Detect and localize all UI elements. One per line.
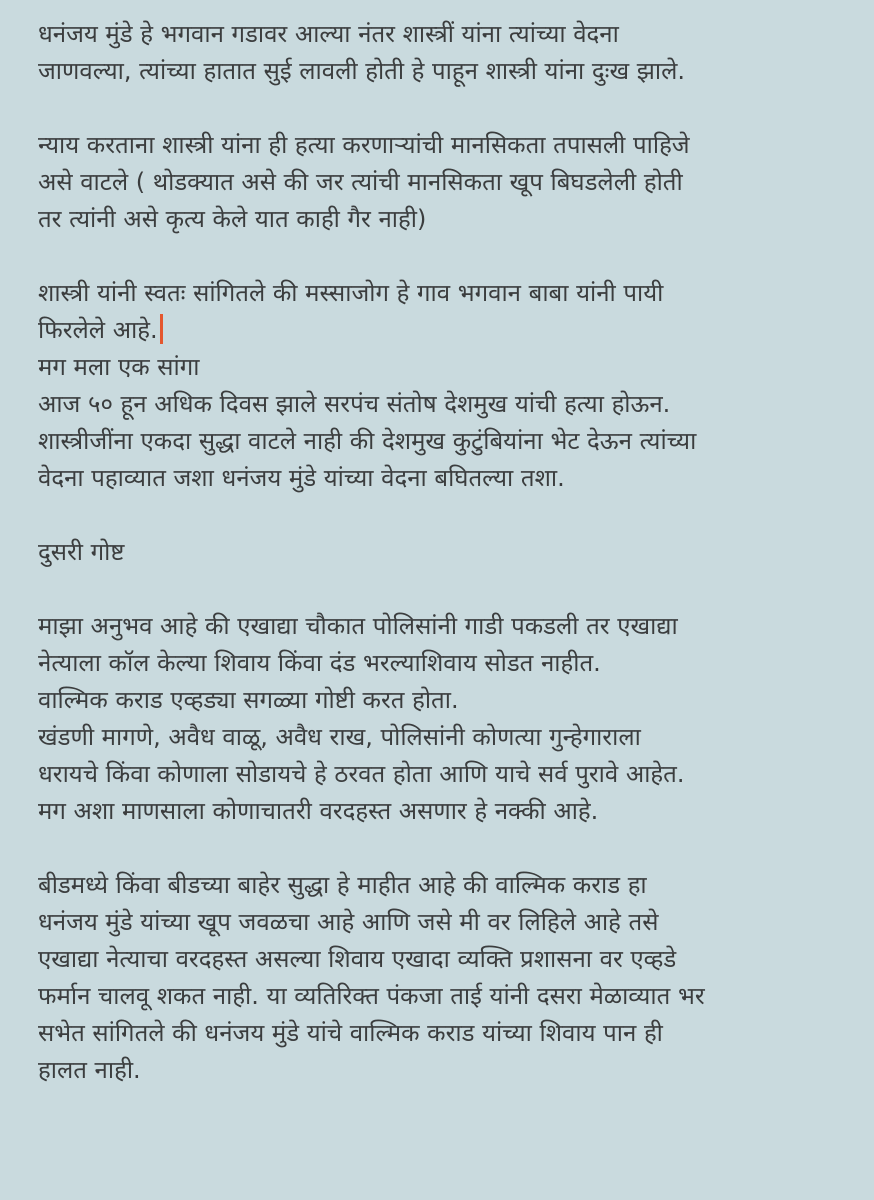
text-line: आज ५० हून अधिक दिवस झाले सरपंच संतोष देशमुख यांची हत्या होऊन. (38, 390, 671, 418)
text-line: मग मला एक सांगा (38, 353, 200, 381)
blank-line (38, 571, 854, 608)
text-line: धरायचे किंवा कोणाला सोडायचे हे ठरवत होता आणि याचे सर्व पुरावे आहेत. (38, 760, 685, 788)
text-line-content: फिरलेले आहे. (38, 316, 158, 344)
text-line: मग अशा माणसाला कोणाचातरी वरदहस्त असणार हे नक्की आहे. (38, 797, 599, 825)
text-cursor (160, 314, 163, 344)
text-line: वाल्मिक कराड एव्हड्या सगळ्या गोष्टी करत होता. (38, 686, 459, 714)
text-line: माझा अनुभव आहे की एखाद्या चौकात पोलिसांनी गाडी पकडली तर एखाद्या (38, 612, 678, 640)
text-line: फर्मान चालवू शकत नाही. या व्यतिरिक्त पंकजा ताई यांनी दसरा मेळाव्यात भर (38, 982, 705, 1010)
text-line: शास्त्री यांनी स्वतः सांगितले की मस्साजोग हे गाव भगवान बाबा यांनी पायी (38, 279, 664, 307)
text-line: बीडमध्ये किंवा बीडच्या बाहेर सुद्धा हे माहीत आहे की वाल्मिक कराड हा (38, 871, 647, 899)
blank-line (38, 497, 854, 534)
blank-line (38, 830, 854, 867)
blank-line (38, 238, 854, 275)
text-line: हालत नाही. (38, 1056, 141, 1084)
text-line: दुसरी गोष्ट (38, 538, 125, 566)
text-line: वेदना पहाव्यात जशा धनंजय मुंडे यांच्या वेदना बघितल्या तशा. (38, 464, 565, 492)
blank-line (38, 90, 854, 127)
text-line: खंडणी मागणे, अवैध वाळू, अवैध राख, पोलिसांनी कोणत्या गुन्हेगाराला (38, 723, 641, 751)
text-line: धनंजय मुंडे यांच्या खूप जवळचा आहे आणि जसे मी वर लिहिले आहे तसे (38, 908, 659, 936)
text-line: शास्त्रीजींना एकदा सुद्धा वाटले नाही की देशमुख कुटुंबियांना भेट देऊन त्यांच्या (38, 427, 697, 455)
text-line: सभेत सांगितले की धनंजय मुंडे यांचे वाल्मिक कराड यांच्या शिवाय पान ही (38, 1019, 663, 1047)
text-line: जाणवल्या, त्यांच्या हातात सुई लावली होती हे पाहून शास्त्री यांना दुःख झाले. (38, 57, 685, 85)
text-line: असे वाटले ( थोडक्यात असे की जर त्यांची मानसिकता खूप बिघडलेली होती (38, 168, 683, 196)
text-line-with-cursor (38, 312, 854, 349)
text-line: एखाद्या नेत्याचा वरदहस्त असल्या शिवाय एखादा व्यक्ति प्रशासना वर एव्हडे (38, 945, 677, 973)
text-line: धनंजय मुंडे हे भगवान गडावर आल्या नंतर शास्त्रीं यांना त्यांच्या वेदना (38, 20, 619, 48)
text-line: न्याय करताना शास्त्री यांना ही हत्या करणाऱ्यांची मानसिकता तपासली पाहिजे (38, 131, 690, 159)
text-line: तर त्यांनी असे कृत्य केले यात काही गैर नाही) (38, 205, 427, 233)
text-line: नेत्याला कॉल केल्या शिवाय किंवा दंड भरल्याशिवाय सोडत नाहीत. (38, 649, 601, 677)
